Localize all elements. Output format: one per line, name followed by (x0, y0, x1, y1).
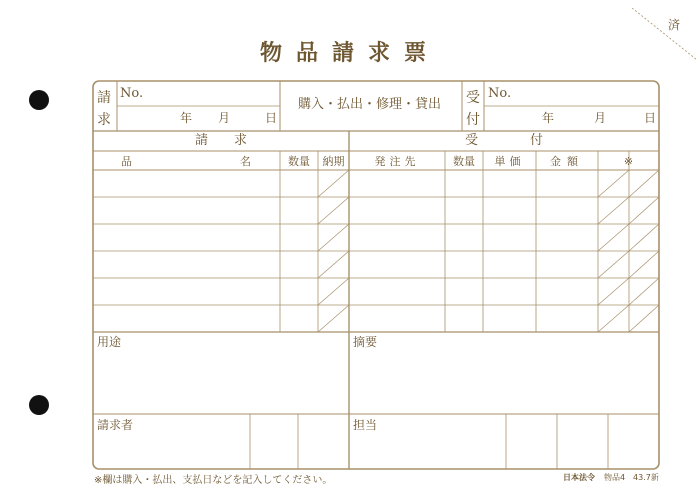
section-request-header: 請 求 (194, 133, 247, 148)
receipt-no-label: No. (488, 86, 512, 101)
person-in-charge-label: 担当 (353, 418, 378, 432)
request-day-label: 日 (265, 111, 278, 125)
publisher: 日本法令 (563, 473, 595, 482)
request-month-label: 月 (218, 111, 231, 125)
done-mark: 済 (668, 18, 681, 32)
request-label: 請求 (97, 90, 111, 128)
section-receipt-header: 受 付 (464, 133, 543, 148)
col-amount: 金額 (550, 155, 584, 168)
col-name: 名 (240, 155, 251, 168)
form-code: 物品4 (604, 473, 626, 482)
usage-label: 用途 (97, 335, 122, 349)
col-receipt-quantity: 数量 (453, 155, 475, 168)
page-title: 物品請求票 (259, 40, 440, 66)
request-no-label: No. (120, 86, 144, 101)
col-supplier: 発注先 (374, 155, 420, 168)
summary-label: 摘要 (353, 335, 378, 349)
col-delivery: 納期 (322, 155, 345, 168)
col-quantity: 数量 (288, 155, 310, 168)
col-item: 品 (121, 155, 132, 168)
request-year-label: 年 (180, 111, 193, 125)
col-unit-price: 単価 (494, 155, 525, 168)
col-mark: ※ (623, 155, 634, 168)
edition: 43.7新 (633, 473, 659, 482)
footnote: ※欄は購入・払出、支払日などを記入してください。 (94, 475, 333, 486)
receipt-label: 受付 (466, 90, 480, 128)
purpose-types: 購入・払出・修理・貸出 (298, 97, 442, 112)
receipt-day-label: 日 (644, 111, 657, 125)
corner-fold-line (632, 8, 697, 60)
receipt-month-label: 月 (594, 111, 607, 125)
requester-label: 請求者 (97, 418, 134, 432)
receipt-year-label: 年 (542, 111, 555, 125)
